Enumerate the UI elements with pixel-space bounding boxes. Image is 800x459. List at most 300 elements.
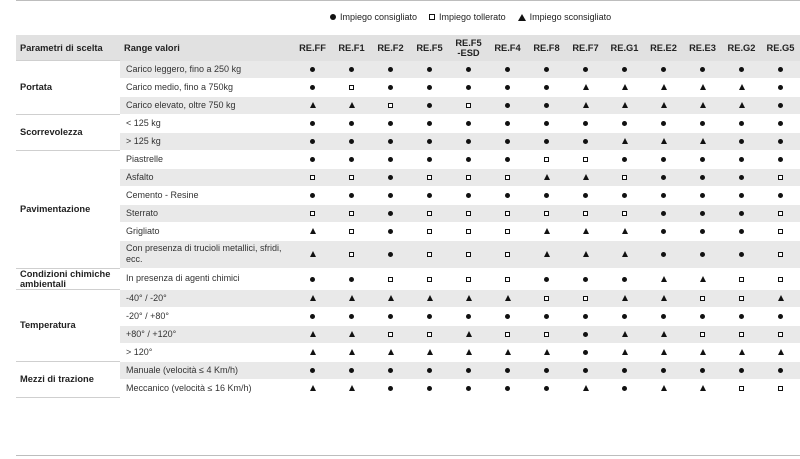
square-icon: [544, 157, 549, 162]
dot-icon: [622, 277, 627, 282]
value-cell: [449, 289, 488, 307]
dot-icon: [388, 67, 393, 72]
legend-label: Impiego consigliato: [340, 12, 418, 22]
dot-icon: [622, 157, 627, 162]
dot-icon: [700, 175, 705, 180]
triangle-icon: [739, 349, 745, 355]
range-header: Range valori: [120, 35, 293, 61]
group-label: Portata: [16, 61, 120, 115]
column-header: RE.E2: [644, 35, 683, 61]
value-cell: [683, 204, 722, 222]
value-cell: [722, 222, 761, 240]
value-cell: [293, 343, 332, 361]
dot-icon: [622, 386, 627, 391]
dot-icon: [505, 193, 510, 198]
table-row: [16, 150, 800, 168]
dot-icon: [349, 368, 354, 373]
value-cell: [293, 96, 332, 114]
value-cell: [605, 132, 644, 150]
value-cell: [605, 289, 644, 307]
value-cell: [527, 325, 566, 343]
triangle-icon: [622, 228, 628, 234]
value-cell: [722, 343, 761, 361]
dot-icon: [739, 314, 744, 319]
value-cell: [644, 168, 683, 186]
dot-icon: [583, 277, 588, 282]
triangle-icon: [583, 84, 589, 90]
triangle-icon: [518, 14, 526, 21]
triangle-icon: [622, 349, 628, 355]
dot-icon: [388, 229, 393, 234]
value-cell: [371, 379, 410, 397]
value-cell: [605, 96, 644, 114]
dot-icon: [427, 121, 432, 126]
table-row: [16, 132, 800, 150]
dot-icon: [739, 252, 744, 257]
value-cell: [449, 240, 488, 268]
dot-icon: [505, 386, 510, 391]
dot-icon: [349, 277, 354, 282]
dot-icon: [310, 121, 315, 126]
square-icon: [739, 386, 744, 391]
value-cell: [293, 61, 332, 79]
value-cell: [566, 132, 605, 150]
value-cell: [371, 204, 410, 222]
triangle-icon: [544, 174, 550, 180]
value-cell: [527, 186, 566, 204]
range-cell: Asfalto: [120, 168, 293, 186]
column-header: RE.F5 -ESD: [449, 35, 488, 61]
value-cell: [722, 361, 761, 379]
value-cell: [449, 96, 488, 114]
triangle-icon: [583, 228, 589, 234]
dot-icon: [466, 314, 471, 319]
value-cell: [488, 168, 527, 186]
range-cell: > 125 kg: [120, 132, 293, 150]
value-cell: [293, 222, 332, 240]
square-icon: [466, 103, 471, 108]
dot-icon: [330, 14, 336, 20]
triangle-icon: [661, 331, 667, 337]
value-cell: [488, 96, 527, 114]
value-cell: [488, 150, 527, 168]
table-row: [16, 240, 800, 268]
group-label: Mezzi di trazione: [16, 361, 120, 397]
legend-item-discouraged: [518, 12, 612, 22]
table-row: [16, 186, 800, 204]
square-icon: [739, 332, 744, 337]
value-cell: [722, 379, 761, 397]
square-icon: [544, 296, 549, 301]
value-cell: [722, 96, 761, 114]
square-icon: [505, 332, 510, 337]
value-cell: [722, 114, 761, 132]
range-cell: Manuale (velocità ≤ 4 Km/h): [120, 361, 293, 379]
value-cell: [449, 361, 488, 379]
value-cell: [722, 61, 761, 79]
dot-icon: [661, 121, 666, 126]
triangle-icon: [583, 174, 589, 180]
table-row: [16, 96, 800, 114]
square-icon: [739, 296, 744, 301]
dot-icon: [583, 332, 588, 337]
range-cell: -40° / -20°: [120, 289, 293, 307]
value-cell: [332, 343, 371, 361]
value-cell: [566, 168, 605, 186]
triangle-icon: [622, 331, 628, 337]
dot-icon: [427, 85, 432, 90]
triangle-icon: [778, 349, 784, 355]
range-cell: Carico leggero, fino a 250 kg: [120, 61, 293, 79]
square-icon: [505, 252, 510, 257]
value-cell: [566, 289, 605, 307]
triangle-icon: [349, 385, 355, 391]
value-cell: [683, 150, 722, 168]
value-cell: [683, 307, 722, 325]
dot-icon: [739, 229, 744, 234]
square-icon: [739, 277, 744, 282]
triangle-icon: [661, 276, 667, 282]
range-cell: In presenza di agenti chimici: [120, 268, 293, 289]
value-cell: [683, 325, 722, 343]
dot-icon: [739, 211, 744, 216]
column-header: RE.G5: [761, 35, 800, 61]
value-cell: [410, 204, 449, 222]
dot-icon: [622, 121, 627, 126]
triangle-icon: [349, 349, 355, 355]
value-cell: [527, 307, 566, 325]
square-icon: [505, 277, 510, 282]
square-icon: [778, 332, 783, 337]
value-cell: [644, 186, 683, 204]
value-cell: [722, 150, 761, 168]
value-cell: [371, 168, 410, 186]
table-row: [16, 78, 800, 96]
value-cell: [566, 96, 605, 114]
square-icon: [427, 332, 432, 337]
table-header-row: [16, 35, 800, 61]
value-cell: [488, 114, 527, 132]
value-cell: [644, 204, 683, 222]
value-cell: [332, 222, 371, 240]
triangle-icon: [622, 84, 628, 90]
value-cell: [293, 186, 332, 204]
table-row: [16, 114, 800, 132]
range-cell: < 125 kg: [120, 114, 293, 132]
dot-icon: [310, 139, 315, 144]
value-cell: [566, 343, 605, 361]
dot-icon: [622, 193, 627, 198]
value-cell: [761, 132, 800, 150]
dot-icon: [583, 121, 588, 126]
square-icon: [429, 14, 435, 20]
param-header: Parametri di scelta: [16, 35, 120, 61]
table-row: [16, 168, 800, 186]
triangle-icon: [583, 102, 589, 108]
dot-icon: [700, 67, 705, 72]
group-label: Pavimentazione: [16, 150, 120, 268]
value-cell: [761, 150, 800, 168]
square-icon: [778, 229, 783, 234]
value-cell: [332, 361, 371, 379]
dot-icon: [466, 85, 471, 90]
value-cell: [449, 78, 488, 96]
dot-icon: [349, 193, 354, 198]
value-cell: [449, 61, 488, 79]
dot-icon: [778, 85, 783, 90]
value-cell: [761, 240, 800, 268]
range-cell: Piastrelle: [120, 150, 293, 168]
value-cell: [332, 379, 371, 397]
dot-icon: [544, 277, 549, 282]
dot-icon: [778, 193, 783, 198]
triangle-icon: [661, 295, 667, 301]
value-cell: [605, 307, 644, 325]
value-cell: [566, 307, 605, 325]
value-cell: [722, 186, 761, 204]
value-cell: [683, 186, 722, 204]
value-cell: [449, 204, 488, 222]
table-row: [16, 268, 800, 289]
dot-icon: [505, 85, 510, 90]
table-row: [16, 379, 800, 397]
value-cell: [488, 204, 527, 222]
square-icon: [505, 175, 510, 180]
square-icon: [388, 332, 393, 337]
range-cell: Con presenza di trucioli metallici, sfridi, ecc.: [120, 240, 293, 268]
dot-icon: [427, 139, 432, 144]
dot-icon: [544, 103, 549, 108]
value-cell: [293, 204, 332, 222]
dot-icon: [661, 193, 666, 198]
dot-icon: [310, 314, 315, 319]
value-cell: [488, 361, 527, 379]
value-cell: [527, 361, 566, 379]
range-cell: Cemento - Resine: [120, 186, 293, 204]
square-icon: [349, 175, 354, 180]
range-cell: -20° / +80°: [120, 307, 293, 325]
dot-icon: [700, 252, 705, 257]
square-icon: [349, 229, 354, 234]
value-cell: [722, 289, 761, 307]
range-cell: Carico medio, fino a 750kg: [120, 78, 293, 96]
value-cell: [683, 379, 722, 397]
dot-icon: [310, 368, 315, 373]
dot-icon: [427, 157, 432, 162]
value-cell: [761, 168, 800, 186]
value-cell: [527, 343, 566, 361]
table-row: [16, 289, 800, 307]
triangle-icon: [661, 385, 667, 391]
value-cell: [683, 240, 722, 268]
table-body: [16, 61, 800, 398]
dot-icon: [427, 103, 432, 108]
column-header: RE.F8: [527, 35, 566, 61]
value-cell: [488, 240, 527, 268]
square-icon: [349, 211, 354, 216]
triangle-icon: [544, 228, 550, 234]
value-cell: [605, 268, 644, 289]
dot-icon: [388, 85, 393, 90]
dot-icon: [583, 193, 588, 198]
column-header: RE.F2: [371, 35, 410, 61]
value-cell: [371, 361, 410, 379]
value-cell: [332, 78, 371, 96]
value-cell: [527, 132, 566, 150]
dot-icon: [739, 175, 744, 180]
triangle-icon: [310, 385, 316, 391]
value-cell: [449, 222, 488, 240]
value-cell: [566, 240, 605, 268]
dot-icon: [661, 211, 666, 216]
value-cell: [488, 343, 527, 361]
value-cell: [722, 204, 761, 222]
table-row: [16, 204, 800, 222]
triangle-icon: [310, 295, 316, 301]
dot-icon: [661, 252, 666, 257]
value-cell: [761, 222, 800, 240]
value-cell: [293, 78, 332, 96]
table-row: [16, 222, 800, 240]
value-cell: [293, 168, 332, 186]
dot-icon: [544, 139, 549, 144]
value-cell: [605, 204, 644, 222]
value-cell: [410, 61, 449, 79]
dot-icon: [544, 386, 549, 391]
value-cell: [449, 114, 488, 132]
triangle-icon: [466, 331, 472, 337]
value-cell: [293, 325, 332, 343]
value-cell: [761, 114, 800, 132]
value-cell: [644, 61, 683, 79]
square-icon: [466, 229, 471, 234]
triangle-icon: [310, 102, 316, 108]
triangle-icon: [661, 349, 667, 355]
value-cell: [371, 268, 410, 289]
triangle-icon: [739, 84, 745, 90]
value-cell: [371, 114, 410, 132]
value-cell: [566, 361, 605, 379]
value-cell: [644, 268, 683, 289]
value-cell: [683, 168, 722, 186]
value-cell: [410, 325, 449, 343]
dot-icon: [544, 85, 549, 90]
dot-icon: [388, 139, 393, 144]
dot-icon: [661, 67, 666, 72]
column-header: RE.F4: [488, 35, 527, 61]
value-cell: [683, 343, 722, 361]
value-cell: [527, 150, 566, 168]
group-label: Temperatura: [16, 289, 120, 361]
triangle-icon: [388, 349, 394, 355]
value-cell: [527, 78, 566, 96]
dot-icon: [661, 314, 666, 319]
value-cell: [566, 379, 605, 397]
value-cell: [488, 61, 527, 79]
square-icon: [427, 175, 432, 180]
dot-icon: [427, 386, 432, 391]
value-cell: [410, 150, 449, 168]
dot-icon: [310, 157, 315, 162]
triangle-icon: [700, 138, 706, 144]
value-cell: [332, 307, 371, 325]
dot-icon: [388, 157, 393, 162]
dot-icon: [388, 193, 393, 198]
value-cell: [761, 78, 800, 96]
value-cell: [683, 222, 722, 240]
square-icon: [349, 85, 354, 90]
triangle-icon: [310, 228, 316, 234]
value-cell: [761, 61, 800, 79]
value-cell: [644, 222, 683, 240]
value-cell: [605, 114, 644, 132]
legend-item-tolerated: [429, 12, 506, 22]
value-cell: [488, 325, 527, 343]
range-cell: Grigliato: [120, 222, 293, 240]
range-cell: > 120°: [120, 343, 293, 361]
square-icon: [544, 211, 549, 216]
square-icon: [466, 175, 471, 180]
value-cell: [605, 222, 644, 240]
range-cell: +80° / +120°: [120, 325, 293, 343]
value-cell: [527, 168, 566, 186]
value-cell: [410, 343, 449, 361]
triangle-icon: [466, 349, 472, 355]
square-icon: [505, 229, 510, 234]
dot-icon: [583, 139, 588, 144]
value-cell: [566, 78, 605, 96]
value-cell: [410, 268, 449, 289]
dot-icon: [466, 67, 471, 72]
triangle-icon: [661, 138, 667, 144]
dot-icon: [427, 193, 432, 198]
value-cell: [332, 186, 371, 204]
triangle-icon: [739, 102, 745, 108]
dot-icon: [544, 67, 549, 72]
value-cell: [605, 379, 644, 397]
value-cell: [488, 268, 527, 289]
dot-icon: [778, 157, 783, 162]
value-cell: [683, 132, 722, 150]
dot-icon: [583, 368, 588, 373]
dot-icon: [388, 386, 393, 391]
column-header: RE.E3: [683, 35, 722, 61]
value-cell: [410, 132, 449, 150]
square-icon: [544, 332, 549, 337]
value-cell: [410, 289, 449, 307]
value-cell: [644, 240, 683, 268]
dot-icon: [505, 314, 510, 319]
table-row: [16, 61, 800, 79]
value-cell: [722, 307, 761, 325]
column-header: RE.F7: [566, 35, 605, 61]
dot-icon: [310, 67, 315, 72]
value-cell: [761, 268, 800, 289]
value-cell: [527, 114, 566, 132]
value-cell: [488, 307, 527, 325]
dot-icon: [505, 103, 510, 108]
value-cell: [293, 268, 332, 289]
square-icon: [778, 175, 783, 180]
triangle-icon: [388, 295, 394, 301]
value-cell: [527, 222, 566, 240]
triangle-icon: [466, 295, 472, 301]
value-cell: [722, 325, 761, 343]
triangle-icon: [505, 349, 511, 355]
dot-icon: [778, 314, 783, 319]
value-cell: [449, 307, 488, 325]
dot-icon: [427, 67, 432, 72]
